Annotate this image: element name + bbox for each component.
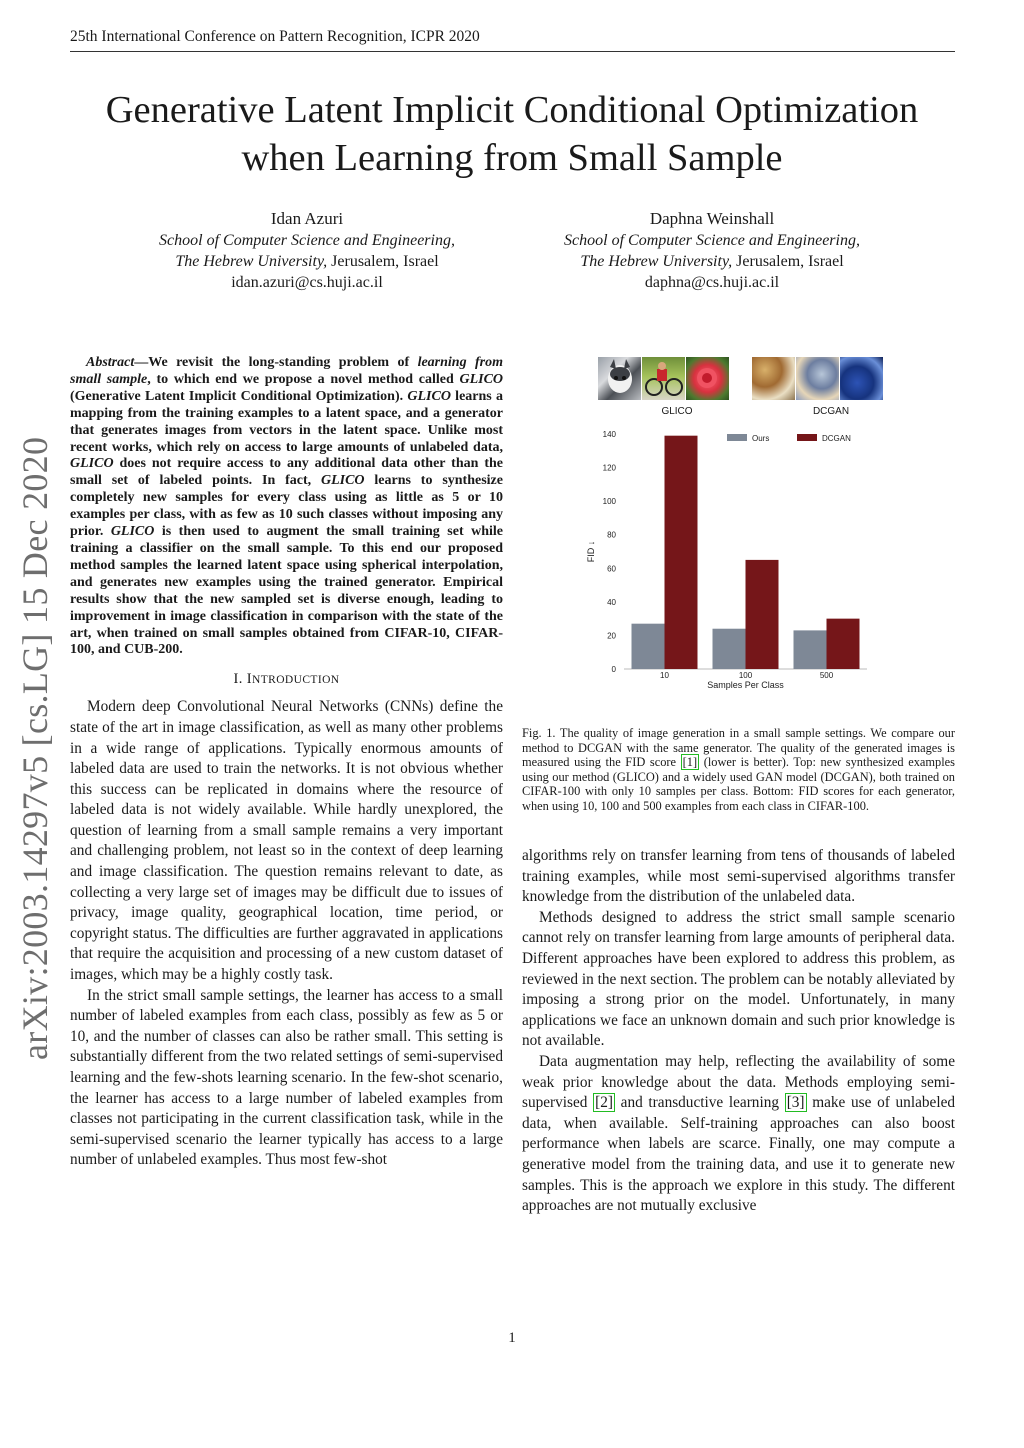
- method-name: GLICO: [70, 456, 114, 472]
- figure-caption: [522, 726, 955, 814]
- y-axis-label: FID ↓: [586, 540, 596, 563]
- method-name: GLICO: [110, 524, 155, 540]
- author-affiliation: School of Computer Science and Engineering,: [159, 232, 455, 249]
- author-institution: [512, 251, 912, 272]
- legend-label-ours: Ours: [752, 434, 770, 443]
- right-paragraph-2: Methods designed to address the strict small sample scenario cannot rely on transfer learning from large amounts of peripheral data. Different approaches have been explored to address this problem, as reviewed in the next section. The problem can be notably alleviated by imposing a strong prior on the model. Unfortunately, in many applications we face an unknown domain and such prior knowledge is not available.: [522, 908, 955, 1050]
- institution-name: The Hebrew University,: [175, 253, 328, 270]
- author-name: Idan Azuri: [270, 209, 344, 228]
- y-tick-label: 120: [602, 463, 616, 473]
- section-heading-introduction: [70, 671, 503, 688]
- paragraph-text: make use of unlabeled data, when available. Self-training approaches can also boost performance when labels are scarce. Finally, one may compute a generative model from the training data, and use it to generate new samples. This is the approach we explore in this study. The different approaches are not mutually exclusive: [522, 1094, 956, 1215]
- section-number: I.: [233, 671, 243, 688]
- dcgan-samples-label: DCGAN: [812, 406, 850, 417]
- glico-sample-image: [598, 357, 641, 400]
- abstract-text: learns to synthesize completely new samples for every class using as little as 5 or 10 examples per class, with as few as 10 such classes without imposing any prior.: [70, 473, 503, 540]
- dcgan-sample-image: [796, 357, 839, 400]
- running-head: 25th International Conference on Pattern Recognition, ICPR 2020: [70, 28, 955, 52]
- y-tick-label: 0: [611, 665, 616, 674]
- abstract-text: does not require access to any additional data other than the small set of labeled points. In fact,: [70, 456, 503, 489]
- x-tick-label: 10: [660, 671, 669, 680]
- y-tick-label: 140: [602, 430, 616, 439]
- abstract-text: is then used to augment the small training set while training a classifier on the small sample. To this end our proposed method samples the learned latent space using spherical interpolation, and generates new examples using the trained generator. Empirical results show that the new sampled set is diverse enough, leading to improvement in image classification in comparison with the state of the art, when trained on small samples obtained from CIFAR-10, CIFAR-100, and CUB-200.: [70, 524, 503, 658]
- citation-link[interactable]: [2]: [595, 1094, 613, 1112]
- method-name: GLICO: [459, 371, 504, 387]
- figure-1: [522, 348, 955, 696]
- fid-bar-chart: [522, 424, 955, 694]
- glico-sample-image: [642, 357, 685, 400]
- institution-location: Jerusalem, Israel: [327, 253, 439, 270]
- intro-paragraph-1: Modern deep Convolutional Neural Networks (CNNs) define the state of the art in image classification, as well as many other problems in a wide range of applications. Typically enormous amounts of labeled data are used to train the networks. It is not obvious whether this success can be replicated in domains where the resource of labeled data is not widely available. While hardly unexplored, the question of learning from a small sample remains a very important and challenging problem, not least so in the context of deep learning and image classification. The question remains relevant to date, as collecting a very large set of images may be difficult due to issues of privacy, image quality, geographical location, time period, or copyright status. The difficulties are further aggravated in applications that require the acquisition and processing of a new custom dataset of images, which may be a highly costly task.: [70, 698, 503, 984]
- author-block-2: [512, 208, 912, 293]
- legend-swatch-dcgan: [797, 434, 817, 441]
- right-paragraph-1: algorithms rely on transfer learning from tens of thousands of labeled training examples, while most semi-supervised algorithms transfer knowledge from the distribution of the unlabeled data.: [522, 847, 955, 906]
- y-tick-label: 60: [607, 564, 616, 574]
- abstract-emphasis: learning from small sample: [70, 355, 504, 387]
- title-line-1: Generative Latent Implicit Conditional Optimization: [105, 89, 919, 131]
- left-column: [70, 355, 503, 1171]
- abstract-text: —We revisit the long-standing problem of: [134, 355, 418, 370]
- author-name: Daphna Weinshall: [649, 209, 775, 228]
- intro-paragraph-2: In the strict small sample settings, the learner has access to a small number of labeled examples from each class, possibly as few as 5 or 10, and the number of classes can also be rather small. This setting is substantially different from the two related settings of semi-supervised learning and the few-shots learning scenario. In the few-shot scenario, the learner has access to a large number of labeled examples from classes not participating in the current classification task, while in the semi-supervised scenario the learner typically has access to a large number of unlabeled examples. Thus most few-shot: [70, 986, 503, 1169]
- y-tick-label: 100: [602, 497, 616, 507]
- page-number: 1: [508, 1330, 516, 1346]
- abstract-label: Abstract: [86, 355, 135, 370]
- legend-label-dcgan: DCGAN: [822, 434, 851, 443]
- author-block-1: [107, 208, 507, 293]
- right-paragraph-3: [522, 1052, 955, 1217]
- paragraph-text: Data augmentation may help, reflecting the availability of some weak prior knowledge about the data. Methods employing semi-supervised: [522, 1052, 955, 1112]
- x-tick-label: 500: [819, 671, 834, 680]
- caption-text: (lower is better). Top: new synthesized examples using our method (GLICO) and a widely used GAN model (DCGAN), both trained on CIFAR-100 with only 10 samples per class. Bottom: FID scores for each generator, when using 10, 100 and 500 examples from each class in CIFAR-100.: [522, 755, 955, 813]
- abstract-text: learns a mapping from the training examples to a latent space, and a generator that generates images from vectors in the latent space. Unlike most recent works, which rely on access to large amounts of unlabeled data,: [70, 388, 503, 455]
- section-title-initial: I: [246, 671, 253, 688]
- section-title-smallcaps: NTRODUCTION: [252, 674, 340, 687]
- legend-swatch-ours: [727, 434, 747, 441]
- flower-image-icon: [686, 357, 729, 400]
- dcgan-sample-image: [840, 357, 883, 400]
- author-email[interactable]: daphna@cs.huji.ac.il: [644, 274, 780, 291]
- author-affiliation: School of Computer Science and Engineering,: [564, 232, 860, 249]
- glico-sample-image: [686, 357, 729, 400]
- bar-dcgan-500: [827, 619, 860, 669]
- paper-title: [40, 86, 984, 182]
- figure-caption-block: [522, 726, 955, 814]
- bicycle-image-icon: [642, 357, 685, 400]
- method-name: GLICO: [320, 473, 365, 489]
- bar-dcgan-10: [665, 436, 698, 669]
- bar-ours-10: [632, 624, 665, 669]
- paragraph-text: and transductive learning: [614, 1094, 785, 1112]
- y-tick-label: 80: [607, 530, 616, 540]
- arxiv-identifier[interactable]: arXiv:2003.14297v5 [cs.LG] 15 Dec 2020: [15, 436, 55, 1060]
- right-column: [522, 846, 955, 1217]
- author-email[interactable]: idan.azuri@cs.huji.ac.il: [231, 274, 383, 291]
- method-name: GLICO: [407, 388, 451, 404]
- institution-location: Jerusalem, Israel: [732, 253, 844, 270]
- glico-samples-label: GLICO: [661, 406, 693, 417]
- abstract: [70, 355, 503, 659]
- caption-text: The quality of image generation in a small sample settings. We compare our method to DCGAN with the same generator. The quality of the generated images is measured using the FID score: [522, 726, 955, 770]
- x-tick-label: 100: [738, 671, 753, 680]
- dcgan-sample-image: [752, 357, 795, 400]
- x-axis-label: Samples Per Class: [707, 680, 784, 690]
- institution-name: The Hebrew University,: [580, 253, 733, 270]
- bar-ours-100: [713, 629, 746, 669]
- bar-dcgan-100: [746, 560, 779, 669]
- author-institution: [107, 251, 507, 272]
- husky-image-icon: [598, 357, 641, 400]
- abstract-text: , to which end we propose a novel method called: [147, 371, 460, 387]
- abstract-text: (Generative Latent Implicit Conditional Optimization).: [70, 388, 408, 404]
- citation-link[interactable]: [1]: [682, 755, 698, 770]
- title-line-2: when Learning from Small Sample: [241, 137, 783, 179]
- bar-ours-500: [794, 630, 827, 669]
- y-tick-label: 20: [607, 631, 616, 641]
- y-tick-label: 40: [607, 597, 616, 607]
- caption-label: Fig. 1.: [522, 726, 556, 740]
- citation-link[interactable]: [3]: [786, 1094, 805, 1112]
